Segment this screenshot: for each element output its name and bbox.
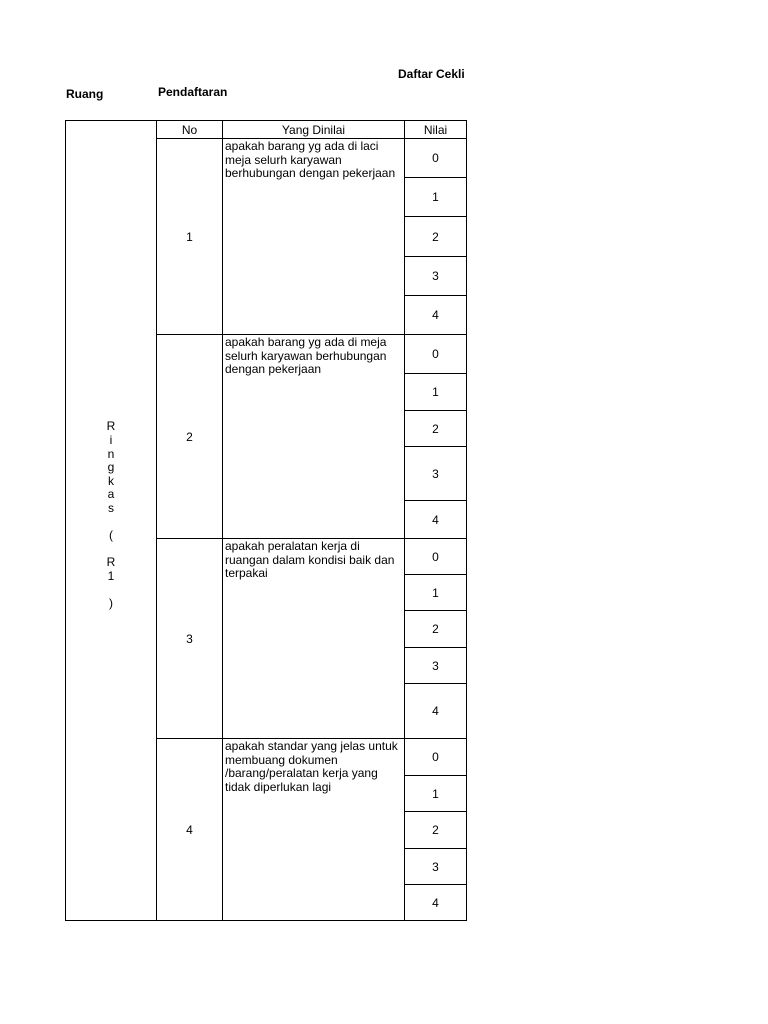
score-cell: 3 — [404, 256, 467, 296]
score-cell: 4 — [404, 884, 467, 921]
score-cell: 0 — [404, 138, 467, 178]
row-no: 4 — [156, 738, 223, 921]
row-description: apakah barang yg ada di laci meja selurh karyawan berhubungan dengan pekerjaan — [222, 138, 405, 335]
category-char: 1 — [107, 568, 115, 583]
category-char: g — [107, 460, 115, 475]
row-description: apakah peralatan kerja di ruangan dalam kondisi baik dan terpakai — [222, 538, 405, 739]
category-char: s — [107, 500, 114, 515]
room-label: Ruang — [66, 87, 104, 101]
score-cell: 0 — [404, 738, 467, 776]
score-cell: 4 — [404, 500, 467, 539]
header-no: No — [156, 120, 223, 139]
row-no: 3 — [156, 538, 223, 739]
score-cell: 4 — [404, 683, 467, 739]
checklist-table — [65, 120, 467, 921]
category-char: k — [107, 473, 114, 488]
score-cell: 2 — [404, 811, 467, 849]
score-cell: 1 — [404, 373, 467, 411]
category-char: i — [109, 432, 113, 447]
score-cell: 0 — [404, 538, 467, 575]
score-cell: 3 — [404, 647, 467, 684]
score-cell: 1 — [404, 574, 467, 611]
score-cell: 2 — [404, 216, 467, 257]
header-yang-dinilai: Yang Dinilai — [222, 120, 405, 139]
header-nilai: Nilai — [404, 120, 467, 139]
document-title: Daftar Cekli — [398, 67, 465, 81]
score-cell: 4 — [404, 295, 467, 335]
row-description: apakah barang yg ada di meja selurh karyawan berhubungan dengan pekerjaan — [222, 334, 405, 539]
score-cell: 3 — [404, 446, 467, 501]
category-char: ( — [108, 528, 113, 543]
category-char: R — [106, 419, 116, 434]
row-no: 1 — [156, 138, 223, 335]
row-description: apakah standar yang jelas untuk membuang dokumen /barang/peralatan kerja yang tidak diperlukan lagi — [222, 738, 405, 921]
row-no: 2 — [156, 334, 223, 539]
category-char: ) — [108, 596, 113, 611]
score-cell: 2 — [404, 410, 467, 447]
score-cell: 1 — [404, 775, 467, 812]
score-cell: 2 — [404, 610, 467, 648]
category-cell — [65, 120, 157, 921]
category-char: n — [107, 446, 115, 461]
score-cell: 3 — [404, 848, 467, 885]
category-char: a — [107, 487, 115, 502]
category-char: R — [106, 555, 116, 570]
score-cell: 0 — [404, 334, 467, 374]
score-cell: 1 — [404, 177, 467, 217]
room-value: Pendaftaran — [158, 85, 228, 99]
category-vertical-text — [107, 420, 116, 610]
